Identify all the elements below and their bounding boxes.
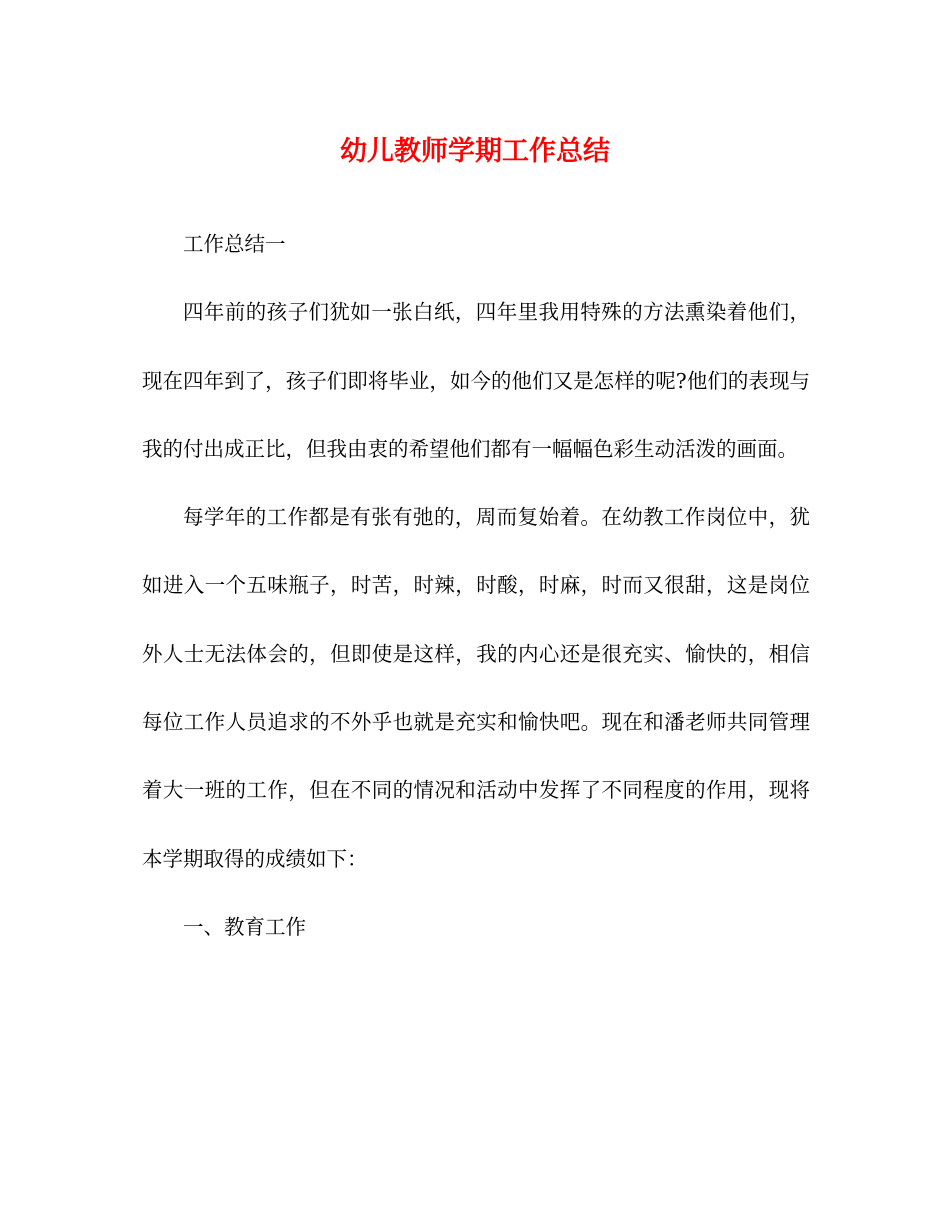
document-body [142,210,810,961]
section-heading: 工作总结一 [183,232,286,256]
paragraph-2: 每学年的工作都是有张有弛的，周而复始着。在幼教工作岗位中，犹如进入一个五味瓶子，时苦，时辣，时酸，时麻，时而又很甜，这是岗位外人士无法体会的，但即使是这样，我的内心还是很充实、愉快的，相信每位工作人员追求的不外乎也就是充实和愉快吧。现在和潘老师共同管理着大一班的工作，但在不同的情况和活动中发挥了不同程度的作用，现将本学期取得的成绩如下： [142,505,810,871]
document-title: 幼儿教师学期工作总结 [340,136,610,167]
paragraph-1: 四年前的孩子们犹如一张白纸，四年里我用特殊的方法熏染着他们，现在四年到了，孩子们即将毕业，如今的他们又是怎样的呢?他们的表现与我的付出成正比，但我由衷的希望他们都有一幅幅色彩生动活泼的画面。 [142,300,810,461]
subheading-education: 一、教育工作 [183,914,306,939]
